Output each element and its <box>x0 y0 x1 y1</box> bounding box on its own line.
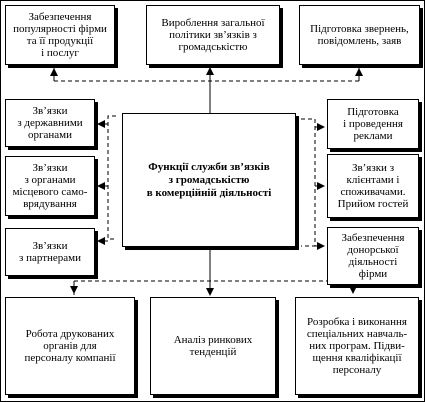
top-function-box-3: Підготовка звернень, повідомлень, заяв <box>299 5 420 65</box>
bottom-function-box-1: Робота друкованих органів для персоналу компанії <box>5 297 135 395</box>
bottom-function-box-2: Аналіз ринкових тенденцій <box>150 297 276 395</box>
right-function-box-2: Зв’язки з клієнтами і споживачами. Прийом гостей <box>327 154 419 218</box>
central-function-box: Функції служби зв’язків з громадськістю в комерційній діяльності <box>122 113 296 247</box>
right-function-box-3: Забезпечення донорської діяльності фірми <box>327 227 419 285</box>
right-function-box-1: Підготовка і проведення реклами <box>327 99 419 149</box>
left-function-box-3: Зв’язки з партнерами <box>5 228 95 276</box>
right-bus <box>301 119 315 246</box>
bottom-bus <box>74 281 353 295</box>
top-bus <box>54 67 359 81</box>
left-bus <box>108 116 116 239</box>
top-function-box-1: Забезпечення популярності фірми та її продукції і послуг <box>5 5 115 65</box>
left-function-box-1: Зв’язки з державними органами <box>5 99 95 147</box>
top-function-box-2: Вироблення загальної політики зв’язків з громадськістю <box>146 5 280 65</box>
left-function-box-2: Зв’язки з органами місцевого само- врядування <box>5 156 95 216</box>
bottom-function-box-3: Розробка і виконання спеціальних навчаль- них програм. Підви- щення кваліфікації персоналу <box>295 297 419 395</box>
